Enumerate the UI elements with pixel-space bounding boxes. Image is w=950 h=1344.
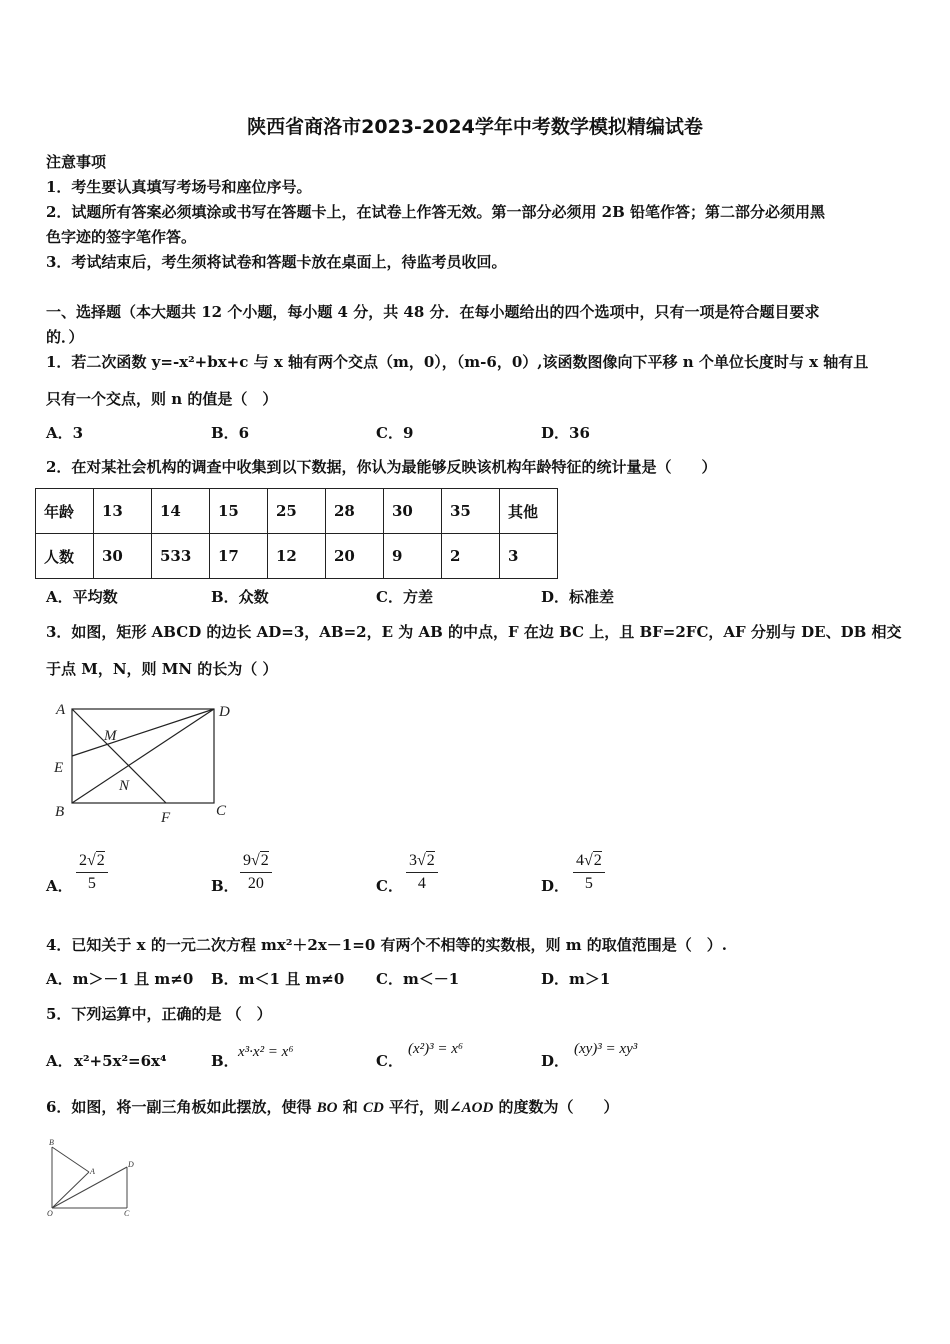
table-cell: 13 (94, 489, 152, 534)
q4-stem: 4．已知关于 x 的一元二次方程 mx²＋2x－1=0 有两个不相等的实数根，则 m 的取值范围是（ ）. (46, 936, 728, 954)
q2-option-a: A．平均数 (46, 588, 118, 606)
q5-option-b-letter: B． (211, 1052, 239, 1070)
q4-option-b: B．m＜1 且 m≠0 (211, 970, 345, 988)
table-cell: 年龄 (36, 489, 94, 534)
q6-stem: 6．如图，将一副三角板如此摆放，使得 BO 和 CD 平行，则∠AOD 的度数为（ ） (46, 1098, 619, 1116)
figure-label: D (219, 704, 230, 720)
figure-label: A (90, 1167, 95, 1176)
q3-option-d: $\frac{4√2}{5}$ (573, 852, 605, 893)
q5-option-d-letter: D． (541, 1052, 570, 1070)
q3-option-a: $\frac{2√2}{5}$ (76, 852, 108, 893)
q3-option-d-letter: D． (541, 877, 570, 895)
notice-item-2-cont: 色字迹的签字笔作答。 (46, 228, 197, 246)
table-cell: 30 (94, 534, 152, 579)
page-title: 陕西省商洛市2023-2024学年中考数学模拟精编试卷 (247, 116, 703, 138)
table-cell: 3 (500, 534, 558, 579)
q5-option-c: (x²)³ = x⁶ (408, 1041, 464, 1057)
table-cell: 15 (210, 489, 268, 534)
table-cell: 30 (384, 489, 442, 534)
figure-label: C (216, 803, 227, 819)
table-cell: 25 (268, 489, 326, 534)
notice-heading: 注意事项 (46, 153, 107, 171)
q5-option-a: x²+5x²=6x⁴ (74, 1052, 167, 1070)
q3-stem-cont: 于点 M，N，则 MN 的长为（ ） (46, 660, 278, 678)
q1-option-c: C．9 (376, 424, 414, 442)
q1-stem-cont: 只有一个交点，则 n 的值是（ ） (46, 390, 278, 408)
table-cell: 人数 (36, 534, 94, 579)
section-heading: 一、选择题（本大题共 12 个小题，每小题 4 分，共 48 分．在每小题给出的四个选项中，只有一项是符合题目要求 (46, 303, 820, 321)
figure-label: E (54, 760, 64, 776)
q3-option-b: $\frac{9√2}{20}$ (240, 852, 272, 893)
table-cell: 28 (326, 489, 384, 534)
age-data-table (35, 488, 558, 579)
figure-label: O (47, 1209, 53, 1218)
q1-stem: 1．若二次函数 y=-x²+bx+c 与 x 轴有两个交点（m，0），（m-6，0）,该函数图像向下平移 n 个单位长度时与 x 轴有且 (46, 353, 869, 371)
figure-label: N (119, 778, 130, 794)
q4-option-d: D．m＞1 (541, 970, 611, 988)
triangles-figure (40, 1135, 150, 1220)
table-cell: 12 (268, 534, 326, 579)
notice-item-1: 1．考生要认真填写考场号和座位序号。 (46, 178, 312, 196)
table-cell: 17 (210, 534, 268, 579)
table-row (36, 489, 558, 534)
q3-option-a-letter: A． (46, 877, 73, 895)
q5-stem: 5．下列运算中，正确的是 （ ） (46, 1005, 272, 1023)
q1-option-a: A．3 (46, 424, 84, 442)
table-cell: 9 (384, 534, 442, 579)
table-cell: 35 (442, 489, 500, 534)
q3-option-b-letter: B． (211, 877, 239, 895)
table-cell: 14 (152, 489, 210, 534)
figure-label: B (49, 1138, 54, 1147)
q3-option-c-letter: C． (376, 877, 403, 895)
q5-option-c-letter: C． (376, 1052, 403, 1070)
rectangle-figure (40, 695, 250, 830)
table-cell: 其他 (500, 489, 558, 534)
q1-option-d: D．36 (541, 424, 590, 442)
notice-item-2: 2．试题所有答案必须填涂或书写在答题卡上，在试卷上作答无效。第一部分必须用 2B 铅笔作答；第二部分必须用黑 (46, 203, 826, 221)
q2-option-b: B．众数 (211, 588, 269, 606)
q3-stem: 3．如图，矩形 ABCD 的边长 AD=3，AB=2，E 为 AB 的中点，F 在边 BC 上，且 BF=2FC，AF 分别与 DE、DB 相交 (46, 623, 902, 641)
q4-option-a: A．m＞－1 且 m≠0 (46, 970, 194, 988)
figure-label: D (128, 1160, 134, 1169)
table-cell: 2 (442, 534, 500, 579)
table-cell: 20 (326, 534, 384, 579)
q2-option-c: C．方差 (376, 588, 433, 606)
q2-stem: 2．在对某社会机构的调查中收集到以下数据，你认为最能够反映该机构年龄特征的统计量是（ ） (46, 458, 717, 476)
q5-option-d: (xy)³ = xy³ (574, 1041, 638, 1057)
figure-label: F (161, 810, 171, 826)
figure-label: B (55, 804, 65, 820)
q4-option-c: C．m＜－1 (376, 970, 460, 988)
q3-option-c: $\frac{3√2}{4}$ (406, 852, 438, 893)
section-heading-cont: 的．） (46, 328, 84, 346)
q5-option-a-letter: A． (46, 1052, 73, 1070)
figure-label: A (56, 702, 66, 718)
notice-item-3: 3．考试结束后，考生须将试卷和答题卡放在桌面上，待监考员收回。 (46, 253, 507, 271)
figure-label: M (104, 728, 117, 744)
figure-label: C (124, 1209, 130, 1218)
q2-option-d: D．标准差 (541, 588, 615, 606)
table-row (36, 534, 558, 579)
q5-option-b: x³·x² = x⁶ (238, 1044, 294, 1060)
table-cell: 533 (152, 534, 210, 579)
q1-option-b: B．6 (211, 424, 250, 442)
